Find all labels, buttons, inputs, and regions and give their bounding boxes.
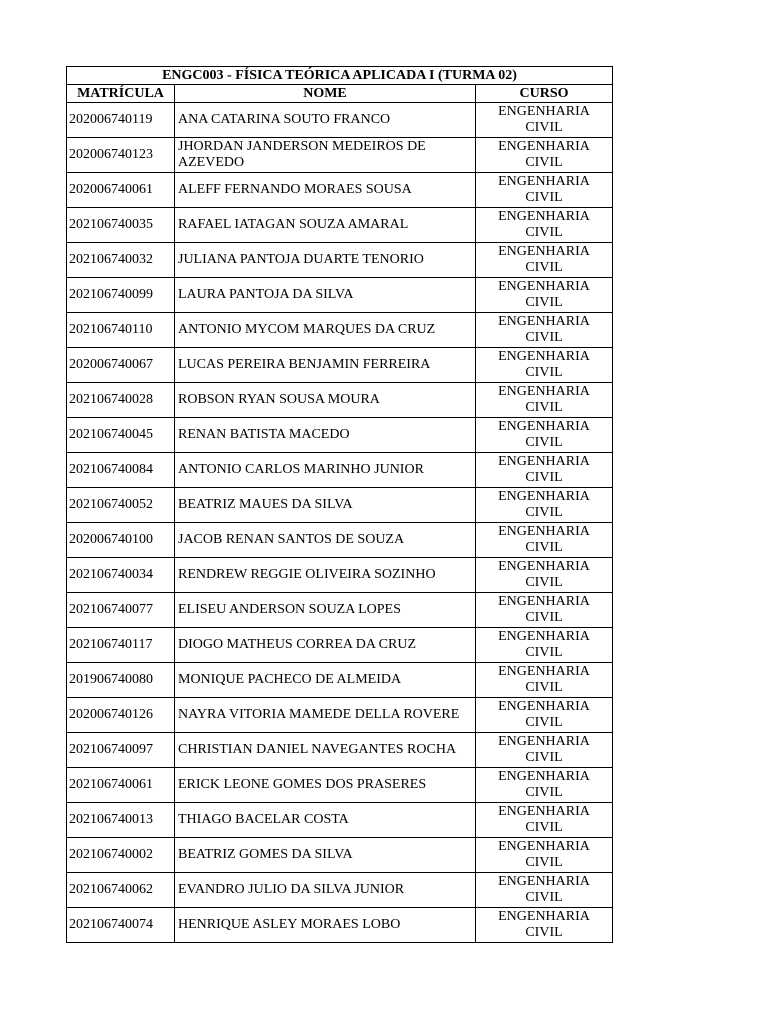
table-title: ENGC003 - FÍSICA TEÓRICA APLICADA I (TURMA 02) [67,67,613,85]
table-row [67,243,613,278]
nome-cell: ANTONIO MYCOM MARQUES DA CRUZ [175,313,476,348]
matricula-cell: 202106740052 [67,488,175,523]
curso-cell: ENGENHARIA CIVIL [476,733,613,768]
table-row [67,313,613,348]
table-row [67,873,613,908]
title-row [67,67,613,85]
curso-cell: ENGENHARIA CIVIL [476,208,613,243]
student-rows [67,103,613,943]
table-row [67,628,613,663]
nome-cell: JHORDAN JANDERSON MEDEIROS DE AZEVEDO [175,138,476,173]
curso-cell: ENGENHARIA CIVIL [476,628,613,663]
curso-cell: ENGENHARIA CIVIL [476,103,613,138]
nome-cell: JACOB RENAN SANTOS DE SOUZA [175,523,476,558]
header-curso: CURSO [476,85,613,103]
header-nome: NOME [175,85,476,103]
table-row [67,208,613,243]
matricula-cell: 202106740035 [67,208,175,243]
matricula-cell: 202006740126 [67,698,175,733]
matricula-cell: 202106740032 [67,243,175,278]
curso-cell: ENGENHARIA CIVIL [476,698,613,733]
nome-cell: ANTONIO CARLOS MARINHO JUNIOR [175,453,476,488]
table-row [67,383,613,418]
nome-cell: RAFAEL IATAGAN SOUZA AMARAL [175,208,476,243]
matricula-cell: 202106740117 [67,628,175,663]
table-row [67,138,613,173]
header-matricula: MATRÍCULA [67,85,175,103]
table-row [67,348,613,383]
nome-cell: EVANDRO JULIO DA SILVA JUNIOR [175,873,476,908]
matricula-cell: 202106740084 [67,453,175,488]
table-row [67,593,613,628]
matricula-cell: 202106740097 [67,733,175,768]
table-row [67,908,613,943]
nome-cell: BEATRIZ MAUES DA SILVA [175,488,476,523]
curso-cell: ENGENHARIA CIVIL [476,873,613,908]
table-row [67,558,613,593]
nome-cell: LUCAS PEREIRA BENJAMIN FERREIRA [175,348,476,383]
curso-cell: ENGENHARIA CIVIL [476,313,613,348]
matricula-cell: 202006740061 [67,173,175,208]
nome-cell: ERICK LEONE GOMES DOS PRASERES [175,768,476,803]
curso-cell: ENGENHARIA CIVIL [476,138,613,173]
table-row [67,768,613,803]
nome-cell: BEATRIZ GOMES DA SILVA [175,838,476,873]
matricula-cell: 202106740013 [67,803,175,838]
nome-cell: NAYRA VITORIA MAMEDE DELLA ROVERE [175,698,476,733]
table-row [67,488,613,523]
table-row [67,173,613,208]
curso-cell: ENGENHARIA CIVIL [476,593,613,628]
table-row [67,418,613,453]
matricula-cell: 202106740099 [67,278,175,313]
student-table [66,66,613,943]
nome-cell: ANA CATARINA SOUTO FRANCO [175,103,476,138]
curso-cell: ENGENHARIA CIVIL [476,523,613,558]
matricula-cell: 202106740074 [67,908,175,943]
nome-cell: ELISEU ANDERSON SOUZA LOPES [175,593,476,628]
nome-cell: CHRISTIAN DANIEL NAVEGANTES ROCHA [175,733,476,768]
table-row [67,838,613,873]
table-row [67,803,613,838]
curso-cell: ENGENHARIA CIVIL [476,488,613,523]
curso-cell: ENGENHARIA CIVIL [476,838,613,873]
nome-cell: ROBSON RYAN SOUSA MOURA [175,383,476,418]
curso-cell: ENGENHARIA CIVIL [476,803,613,838]
nome-cell: ALEFF FERNANDO MORAES SOUSA [175,173,476,208]
curso-cell: ENGENHARIA CIVIL [476,173,613,208]
table-row [67,663,613,698]
matricula-cell: 201906740080 [67,663,175,698]
matricula-cell: 202106740045 [67,418,175,453]
curso-cell: ENGENHARIA CIVIL [476,383,613,418]
matricula-cell: 202006740119 [67,103,175,138]
matricula-cell: 202106740110 [67,313,175,348]
matricula-cell: 202006740067 [67,348,175,383]
curso-cell: ENGENHARIA CIVIL [476,278,613,313]
table-row [67,278,613,313]
table-row [67,103,613,138]
curso-cell: ENGENHARIA CIVIL [476,418,613,453]
curso-cell: ENGENHARIA CIVIL [476,768,613,803]
curso-cell: ENGENHARIA CIVIL [476,908,613,943]
nome-cell: THIAGO BACELAR COSTA [175,803,476,838]
nome-cell: LAURA PANTOJA DA SILVA [175,278,476,313]
header-row [67,85,613,103]
curso-cell: ENGENHARIA CIVIL [476,348,613,383]
nome-cell: JULIANA PANTOJA DUARTE TENORIO [175,243,476,278]
matricula-cell: 202106740034 [67,558,175,593]
nome-cell: RENDREW REGGIE OLIVEIRA SOZINHO [175,558,476,593]
matricula-cell: 202106740061 [67,768,175,803]
table-row [67,453,613,488]
matricula-cell: 202106740002 [67,838,175,873]
nome-cell: RENAN BATISTA MACEDO [175,418,476,453]
nome-cell: HENRIQUE ASLEY MORAES LOBO [175,908,476,943]
class-list-sheet [66,66,612,943]
matricula-cell: 202006740100 [67,523,175,558]
table-row [67,698,613,733]
matricula-cell: 202006740123 [67,138,175,173]
table-row [67,523,613,558]
table-row [67,733,613,768]
matricula-cell: 202106740028 [67,383,175,418]
nome-cell: MONIQUE PACHECO DE ALMEIDA [175,663,476,698]
curso-cell: ENGENHARIA CIVIL [476,558,613,593]
curso-cell: ENGENHARIA CIVIL [476,243,613,278]
matricula-cell: 202106740062 [67,873,175,908]
curso-cell: ENGENHARIA CIVIL [476,453,613,488]
nome-cell: DIOGO MATHEUS CORREA DA CRUZ [175,628,476,663]
curso-cell: ENGENHARIA CIVIL [476,663,613,698]
matricula-cell: 202106740077 [67,593,175,628]
